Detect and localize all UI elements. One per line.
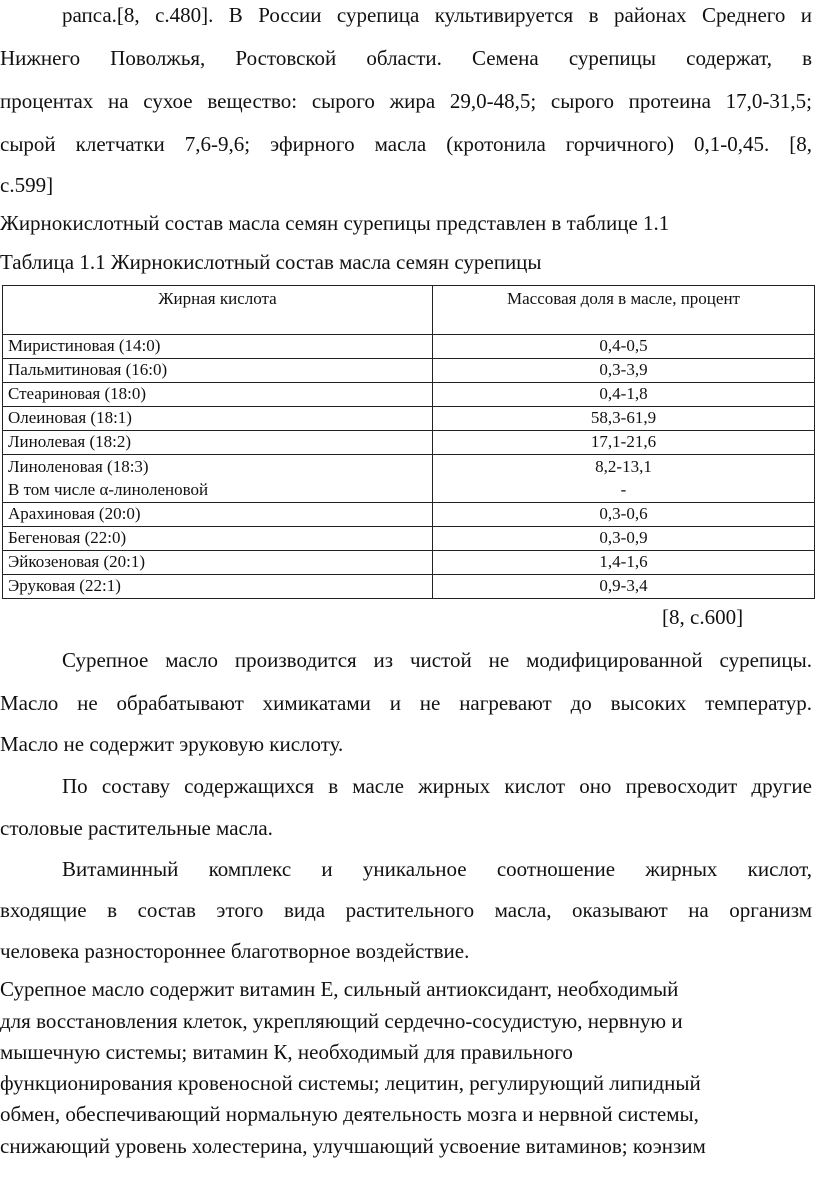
table-header-row bbox=[3, 286, 815, 335]
table-row bbox=[3, 551, 815, 575]
table-row bbox=[3, 431, 815, 455]
body-line: для восстановления клеток, укрепляющий сердечно-сосудистую, нервную и bbox=[0, 1009, 683, 1033]
acid-value: 0,3-3,9 bbox=[433, 359, 815, 383]
acid-value bbox=[433, 455, 815, 503]
header-acid: Жирная кислота bbox=[3, 286, 433, 335]
acid-name: Эруковая (22:1) bbox=[3, 575, 433, 599]
table-intro: Жирнокислотный состав масла семян сурепицы представлен в таблице 1.1 bbox=[0, 211, 670, 235]
acid-name: Пальмитиновая (16:0) bbox=[3, 359, 433, 383]
body-line: снижающий уровень холестерина, улучшающий усвоение витаминов; коэнзим bbox=[0, 1134, 706, 1158]
body-line: функционирования кровеносной системы; лецитин, регулирующий липидный bbox=[0, 1071, 701, 1095]
body-line: входящие в состав этого вида растительного масла, оказывают на организм bbox=[0, 898, 812, 922]
acid-name: Олеиновая (18:1) bbox=[3, 407, 433, 431]
body-line: обмен, обеспечивающий нормальную деятельность мозга и нервной системы, bbox=[0, 1102, 699, 1126]
body-line: столовые растительные масла. bbox=[0, 816, 273, 840]
acid-value: 17,1-21,6 bbox=[433, 431, 815, 455]
acid-value: 0,4-0,5 bbox=[433, 335, 815, 359]
table-row bbox=[3, 335, 815, 359]
fatty-acid-table bbox=[2, 285, 815, 599]
intro-line: рапса.[8, с.480]. В России сурепица культивируется в районах Среднего и bbox=[62, 3, 812, 27]
acid-name: Бегеновая (22:0) bbox=[3, 527, 433, 551]
acid-value: 1,4-1,6 bbox=[433, 551, 815, 575]
table-row bbox=[3, 575, 815, 599]
body-line: человека разностороннее благотворное воздействие. bbox=[0, 939, 470, 963]
table-row bbox=[3, 503, 815, 527]
table-row bbox=[3, 359, 815, 383]
acid-name: Линолевая (18:2) bbox=[3, 431, 433, 455]
acid-value-sub: - bbox=[620, 480, 627, 499]
body-line: мышечную системы; витамин К, необходимый для правильного bbox=[0, 1040, 573, 1064]
body-line: Масло не содержит эруковую кислоту. bbox=[0, 732, 344, 756]
acid-name: Арахиновая (20:0) bbox=[3, 503, 433, 527]
acid-name: Стеариновая (18:0) bbox=[3, 383, 433, 407]
acid-name-main: Линоленовая (18:3) bbox=[8, 457, 149, 476]
body-line: По составу содержащихся в масле жирных кислот оно превосходит другие bbox=[62, 774, 812, 798]
acid-value: 0,3-0,6 bbox=[433, 503, 815, 527]
body-line: Сурепное масло содержит витамин Е, сильный антиоксидант, необходимый bbox=[0, 977, 679, 1001]
acid-value: 58,3-61,9 bbox=[433, 407, 815, 431]
intro-line: с.599] bbox=[0, 173, 54, 197]
acid-name: Миристиновая (14:0) bbox=[3, 335, 433, 359]
table-row bbox=[3, 527, 815, 551]
table-row bbox=[3, 383, 815, 407]
acid-value: 0,4-1,8 bbox=[433, 383, 815, 407]
table-caption: Таблица 1.1 Жирнокислотный состав масла семян сурепицы bbox=[0, 250, 542, 274]
acid-value: 0,3-0,9 bbox=[433, 527, 815, 551]
acid-name: Эйкозеновая (20:1) bbox=[3, 551, 433, 575]
acid-name-sub: В том числе α-линоленовой bbox=[8, 480, 209, 499]
table-row bbox=[3, 407, 815, 431]
body-line: Масло не обрабатывают химикатами и не нагревают до высоких температур. bbox=[0, 691, 812, 715]
intro-line: Нижнего Поволжья, Ростовской области. Семена сурепицы содержат, в bbox=[0, 46, 812, 70]
body-line: Сурепное масло производится из чистой не модифицированной сурепицы. bbox=[62, 648, 812, 672]
table-source-reference: [8, с.600] bbox=[662, 605, 744, 629]
intro-line: сырой клетчатки 7,6-9,6; эфирного масла (кротонила горчичного) 0,1-0,45. [8, bbox=[0, 132, 812, 156]
acid-value: 0,9-3,4 bbox=[433, 575, 815, 599]
acid-value-main: 8,2-13,1 bbox=[595, 457, 652, 476]
body-line: Витаминный комплекс и уникальное соотношение жирных кислот, bbox=[62, 857, 812, 881]
acid-name bbox=[3, 455, 433, 503]
header-share: Массовая доля в масле, процент bbox=[433, 286, 815, 335]
intro-line: процентах на сухое вещество: сырого жира 29,0-48,5; сырого протеина 17,0-31,5; bbox=[0, 89, 812, 113]
table-row bbox=[3, 455, 815, 503]
